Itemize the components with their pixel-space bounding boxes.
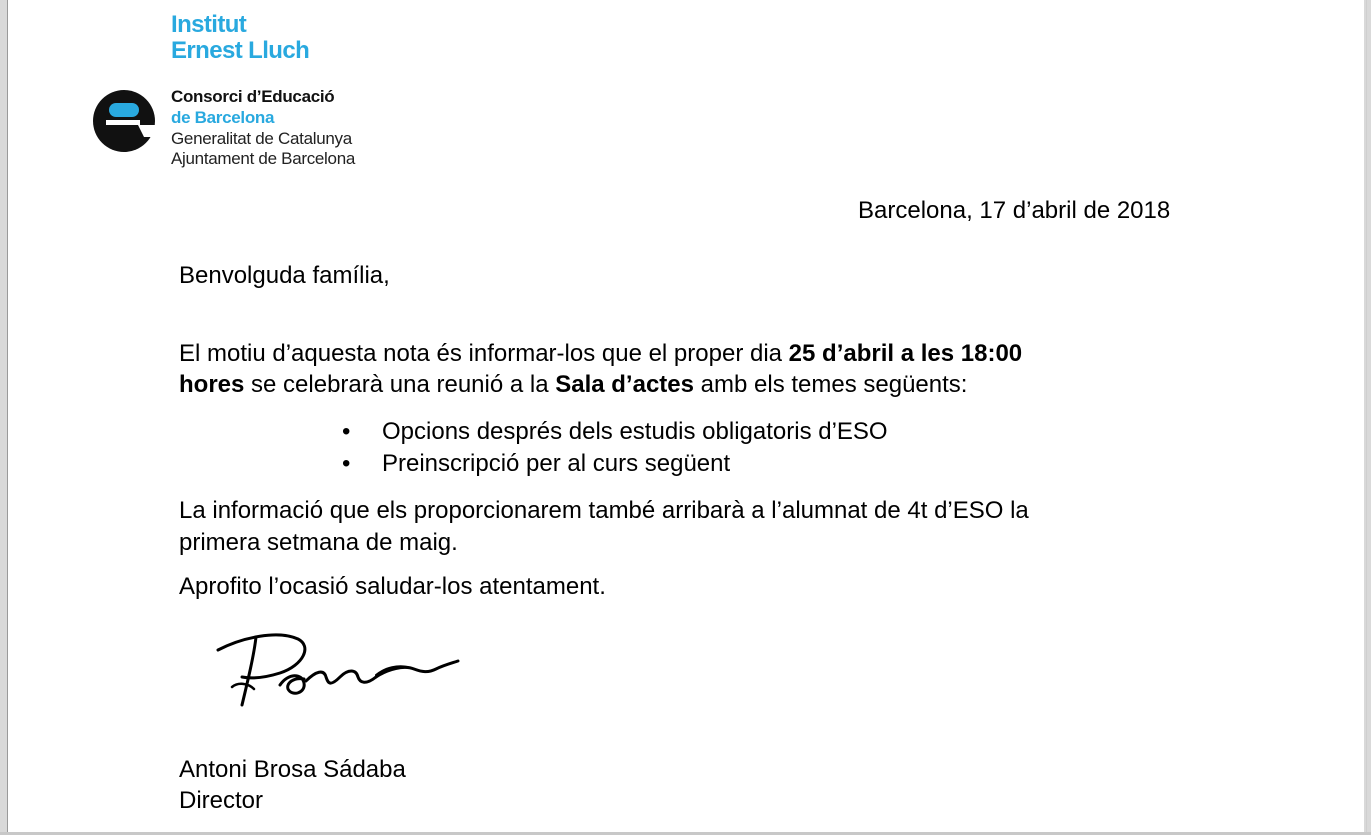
paragraph1-middle: se celebrarà una reunió a la	[244, 371, 556, 398]
bullet-marker: •	[342, 450, 351, 477]
viewer-right-border	[1366, 0, 1367, 835]
paragraph1-intro: El motiu d’aquesta nota és informar-los que el proper dia	[179, 340, 789, 367]
consortium-name-line1: Consorci d’Educació	[171, 87, 335, 106]
institute-name-line2: Ernest Lluch	[171, 37, 310, 64]
consortium-ajuntament: Ajuntament de Barcelona	[171, 149, 356, 168]
meeting-date-time: 25 d’abril a les 18:00	[788, 340, 1023, 367]
meeting-location: Sala d’actes	[555, 371, 694, 398]
meeting-hours-word: hores	[179, 371, 245, 398]
bullet-marker: •	[342, 418, 351, 445]
institute-name-line1: Institut	[171, 11, 247, 38]
bullet-item: Preinscripció per al curs següent	[382, 450, 731, 477]
paragraph1-end: amb els temes següents:	[693, 371, 968, 398]
document-page	[7, 0, 1364, 832]
signer-title: Director	[179, 787, 264, 814]
letter-closing: Aprofito l’ocasió saludar-los atentament.	[179, 573, 606, 600]
bullet-item: Opcions després dels estudis obligatoris d’ESO	[382, 418, 888, 445]
consortium-generalitat: Generalitat de Catalunya	[171, 129, 352, 148]
consortium-name-line2: de Barcelona	[171, 108, 275, 127]
letter-greeting: Benvolguda família,	[179, 262, 390, 289]
paragraph2-line2: primera setmana de maig.	[179, 529, 458, 556]
letter-date: Barcelona, 17 d’abril de 2018	[858, 197, 1171, 224]
signer-name: Antoni Brosa Sádaba	[179, 756, 406, 783]
paragraph2-line1: La informació que els proporcionarem també arribarà a l’alumnat de 4t d’ESO la	[179, 497, 1029, 524]
handwritten-signature	[208, 625, 468, 715]
consortium-e-logo-icon	[92, 87, 156, 155]
paragraph1-line2	[179, 368, 967, 401]
paragraph1-line1	[179, 337, 1022, 370]
